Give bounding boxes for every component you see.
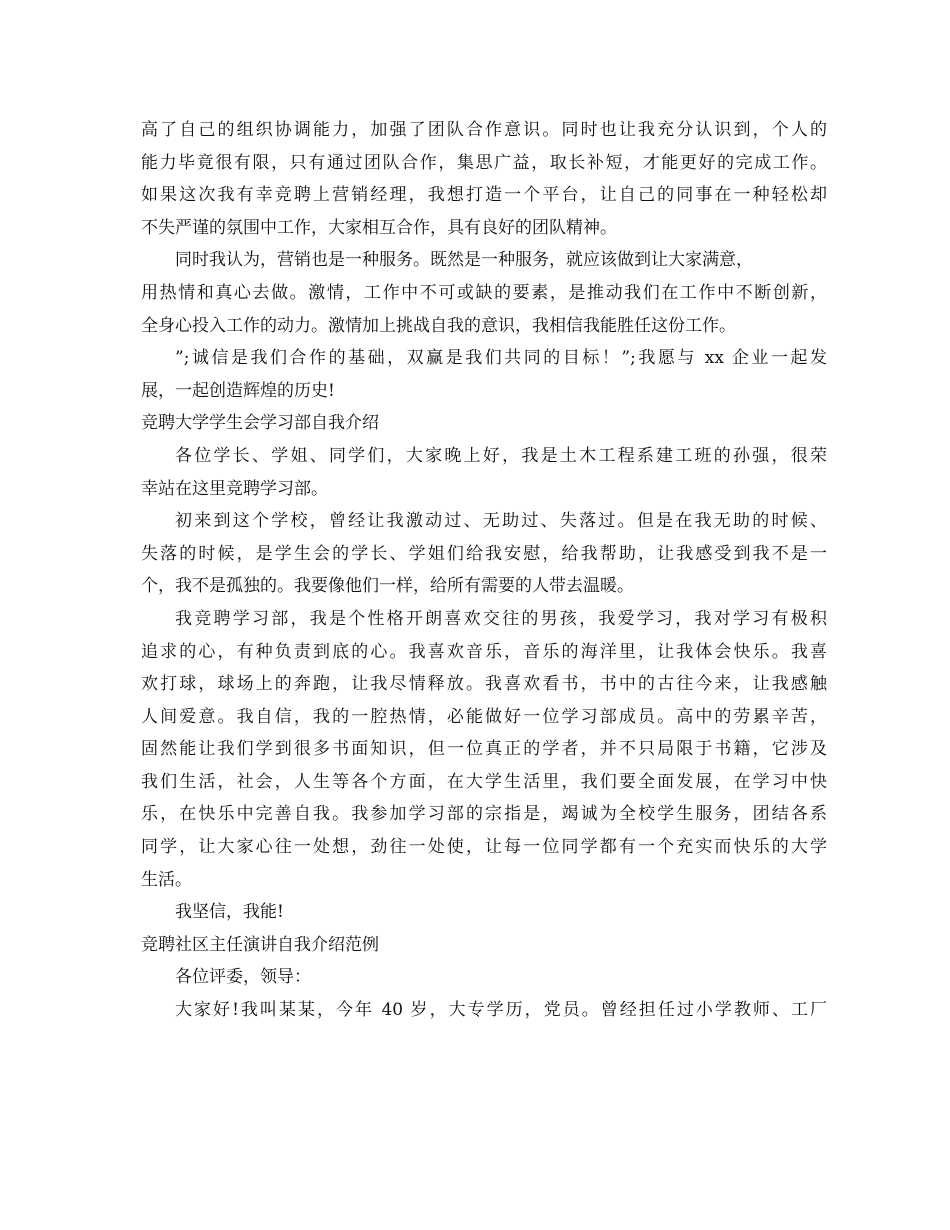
text-line: 各位学长、学姐、同学们，大家晚上好，我是土木工程系建工班的孙强，很荣 bbox=[175, 445, 827, 466]
section-heading: 竞聘社区主任演讲自我介绍范例 bbox=[141, 934, 379, 955]
text-line: 我竞聘学习部，我是个性格开朗喜欢交往的男孩，我爱学习，我对学习有极积 bbox=[175, 608, 827, 629]
document-body bbox=[141, 114, 827, 1027]
text-line: 高了自己的组织协调能力，加强了团队合作意识。同时也让我充分认识到，个人的 bbox=[141, 120, 827, 140]
section-heading: 竞聘大学学生会学习部自我介绍 bbox=[141, 413, 379, 434]
text-line: 各位评委，领导： bbox=[175, 967, 311, 988]
text-line: 如果这次我有幸竞聘上营销经理，我想打造一个平台，让自己的同事在一种轻松却 bbox=[141, 185, 827, 206]
text-line: 乐，在快乐中完善自我。我参加学习部的宗指是，竭诚为全校学生服务，团结各系 bbox=[141, 804, 827, 825]
text-line: 追求的心，有种负责到底的心。我喜欢音乐，音乐的海洋里，让我体会快乐。我喜 bbox=[141, 641, 827, 662]
text-line: 同时我认为，营销也是一种服务。既然是一种服务，就应该做到让大家满意， bbox=[175, 250, 753, 271]
text-line: 用热情和真心去做。激情，工作中不可或缺的要素，是推动我们在工作中不断创新， bbox=[141, 282, 827, 303]
text-line: 同学，让大家心往一处想，劲往一处使，让每一位同学都有一个充实而快乐的大学 bbox=[141, 837, 827, 858]
text-line: 能力毕竟很有限，只有通过团队合作，集思广益，取长补短，才能更好的完成工作。 bbox=[141, 152, 827, 173]
text-line: 初来到这个学校，曾经让我激动过、无助过、失落过。但是在我无助的时候、 bbox=[175, 511, 827, 532]
text-line: 生活。 bbox=[141, 869, 192, 890]
text-line: 固然能让我们学到很多书面知识，但一位真正的学者，并不只局限于书籍，它涉及 bbox=[141, 739, 827, 760]
text-line: 人间爱意。我自信，我的一腔热情，必能做好一位学习部成员。高中的劳累辛苦， bbox=[141, 706, 827, 727]
text-line: 个，我不是孤独的。我要像他们一样，给所有需要的人带去温暖。 bbox=[141, 576, 634, 597]
text-line: ”;诚信是我们合作的基础，双赢是我们共同的目标！”;我愿与 xx 企业一起发 bbox=[175, 348, 827, 369]
text-line: 失落的时候，是学生会的学长、学姐们给我安慰，给我帮助，让我感受到我不是一 bbox=[141, 543, 827, 564]
text-line: 全身心投入工作的动力。激情加上挑战自我的意识，我相信我能胜任这份工作。 bbox=[141, 315, 736, 336]
text-line: 幸站在这里竞聘学习部。 bbox=[141, 478, 328, 499]
text-line: 大家好!我叫某某，今年 40 岁，大专学历，党员。曾经担任过小学教师、工厂 bbox=[175, 1000, 827, 1021]
text-line: 我坚信，我能! bbox=[175, 902, 284, 923]
text-line: 我们生活，社会，人生等各个方面，在大学生活里，我们要全面发展，在学习中快 bbox=[141, 771, 827, 792]
text-line: 欢打球，球场上的奔跑，让我尽情释放。我喜欢看书，书中的古往今来，让我感触 bbox=[141, 674, 827, 695]
text-line: 不失严谨的氛围中工作，大家相互合作，具有良好的团队精神。 bbox=[141, 217, 617, 238]
text-line: 展，一起创造辉煌的历史! bbox=[141, 380, 335, 401]
